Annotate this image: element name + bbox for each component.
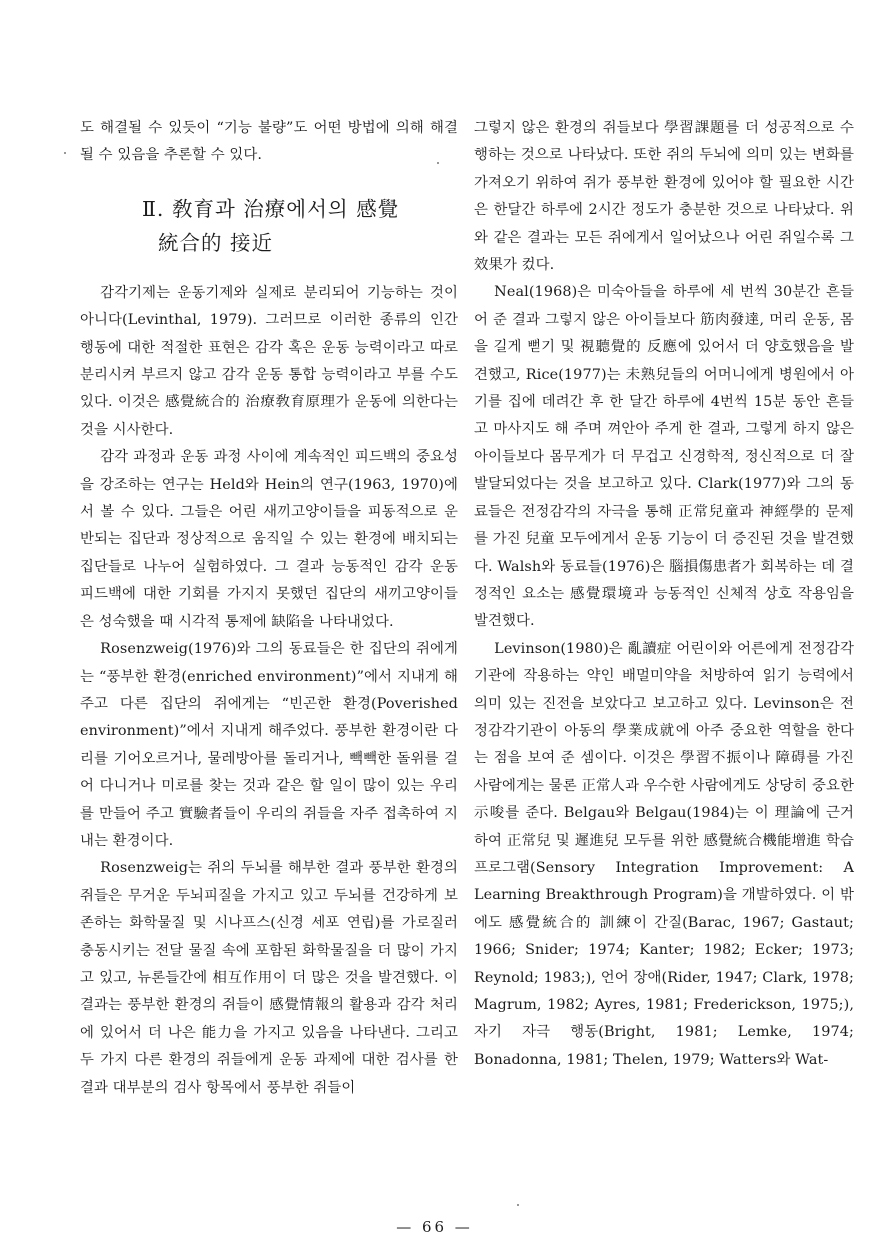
section-heading [80,192,458,260]
paragraph-rosenzweig-results: Rosenzweig는 쥐의 두뇌를 해부한 결과 풍부한 환경의 쥐들은 무거운 두뇌피질을 가지고 있고 두뇌를 건강하게 보존하는 화학물질 및 시나프스(신경 세포 연립)를 가로질러 충동시키는 전달 물질 속에 포함된 화학물질을 더 많이 가지고 있고, 뉴론들간에 相互作用이 더 많은 것을 발견했다. 이 결과는 풍부한 환경의 쥐들이 感覺情報의 활용과 감각 처리에 있어서 더 나은 能力을 가지고 있음을 나타낸다. 그리고 두 가지 다른 환경의 쥐들에게 운동 과제에 대한 검사를 한 결과 대부분의 검사 항목에서 풍부한 쥐들이 [80,860,458,1096]
scan-speck [437,162,439,164]
paragraph-continuation: 그렇지 않은 환경의 쥐들보다 學習課題를 더 성공적으로 수행하는 것으로 나타났다. 또한 쥐의 두뇌에 의미 있는 변화를 가져오기 위하여 쥐가 풍부한 환경에 있어야 할 필요한 시간은 한달간 하루에 2시간 정도가 충분한 것으로 나타났다. 위와 같은 결과는 모든 쥐에게서 일어났으나 어린 쥐일수록 그 效果가 컸다. [474,120,854,274]
paragraph-neal-rice-clark: Neal(1968)은 미숙아들을 하루에 세 번씩 30분간 흔들어 준 결과 그렇지 않은 아이들보다 筋肉發達, 머리 운동, 몸을 길게 뻗기 및 視聽覺的 反應에 있어서 더 양호했음을 발견했고, Rice(1977)는 未熟兒들의 어머니에게 병원에서 아기를 집에 데려간 후 한 달간 하루에 4번씩 15분 동안 흔들고 마사지도 해 주며 껴안아 주게 한 결과, 그렇게 하지 않은 아이들보다 몸무게가 더 무겁고 신경학적, 정신적으로 더 잘 발달되었다는 것을 보고하고 있다. Clark(1977)와 그의 동료들은 전정감각의 자극을 통해 正常兒童과 神經學的 문제를 가진 兒童 모두에게서 운동 기능이 더 증진된 것을 발견했다. Walsh와 동료들(1976)은 腦損傷患者가 회복하는 데 결정적인 요소는 感覺環境과 능동적인 신체적 상호 작용임을 발견했다. [474,284,854,630]
page-number: — 66 — [396,1218,473,1236]
left-column [80,115,458,1102]
paragraph-held-hein: 감각 과정과 운동 과정 사이에 계속적인 피드백의 중요성을 강조하는 연구는 Held와 Hein의 연구(1963, 1970)에서 볼 수 있다. 그들은 어린 새끼고양이들을 피동적으로 운반되는 집단과 정상적으로 움직일 수 있는 환경에 배치되는 집단들로 나누어 실험하였다. 그 결과 능동적인 감각 운동 피드백에 대한 기회를 가지지 못했던 집단의 새끼고양이들은 성숙했을 때 시각적 통제에 缺陷을 나타내었다. [80,449,458,630]
heading-line-1: Ⅱ. 敎育과 治療에서의 感覺 [142,196,400,221]
scan-speck [64,152,66,154]
paragraph-levinson-belgau: Levinson(1980)은 亂讀症 어린이와 어른에게 전정감각기관에 작용하는 약인 배멀미약을 처방하여 읽기 능력에서 의미 있는 진전을 보았다고 보고하고 있다. Levinson은 전정감각기관이 아동의 學業成就에 아주 중요한 역할을 한다는 점을 보여 준 셈이다. 이것은 學習不振이나 障碍를 가진 사람에게는 물론 正常人과 우수한 사람에게도 상당히 중요한 示唆를 준다. Belgau와 Belgau(1984)는 이 理論에 근거하여 正常兒 및 遲進兒 모두를 위한 感覺統合機能增進 학습프로그램(Sensory Integration Improvement: A Learning Breakthrough Program)을 개발하였다. 이 밖에도 感覺統合的 訓練이 간질(Barac, 1967; Gastaut; 1966; Snider; 1974; Kanter; 1982; Ecker; 1973; Reynold; 1983;), 언어 장애(Rider, 1947; Clark, 1978; Magrum, 1982; Ayres, 1981; Frederickson, 1975;), 자기 자극 행동(Bright, 1981; Lemke, 1974; Bonadonna, 1981; Thelen, 1979; Watters와 Wat- [474,640,854,1068]
paragraph-sensory-motor: 감각기제는 운동기제와 실제로 분리되어 기능하는 것이 아니다(Levinthal, 1979). 그러므로 이러한 종류의 인간 행동에 대한 적절한 표현은 감각 혹은 운동 능력이라고 따로 분리시켜 부르지 않고 감각 운동 통합 능력이라고 부를 수도 있다. 이것은 感覺統合的 治療敎育原理가 운동에 의한다는 것을 시사한다. [80,284,458,438]
heading-line-2: 統合的 接近 [158,230,274,255]
right-column [474,115,854,1074]
intro-paragraph: 도 해결될 수 있듯이 “기능 불량”도 어떤 방법에 의해 해결될 수 있음을 추론할 수 있다. [80,120,458,164]
scan-speck [517,1204,519,1206]
paragraph-rosenzweig-environment: Rosenzweig(1976)와 그의 동료들은 한 집단의 쥐에게는 “풍부한 환경(enriched environment)”에서 지내게 해주고 다른 집단의 쥐에게는 “빈곤한 환경(Poverished environment)”에서 지내게 해주었다. 풍부한 환경이란 다리를 기어오르거나, 물레방아를 돌리거나, 빽빽한 돌위를 걸어 다니거나 미로를 찾는 것과 같은 할 일이 많이 있는 우리를 만들어 주고 實驗者들이 우리의 쥐들을 자주 접촉하여 지내는 환경이다. [80,641,458,849]
